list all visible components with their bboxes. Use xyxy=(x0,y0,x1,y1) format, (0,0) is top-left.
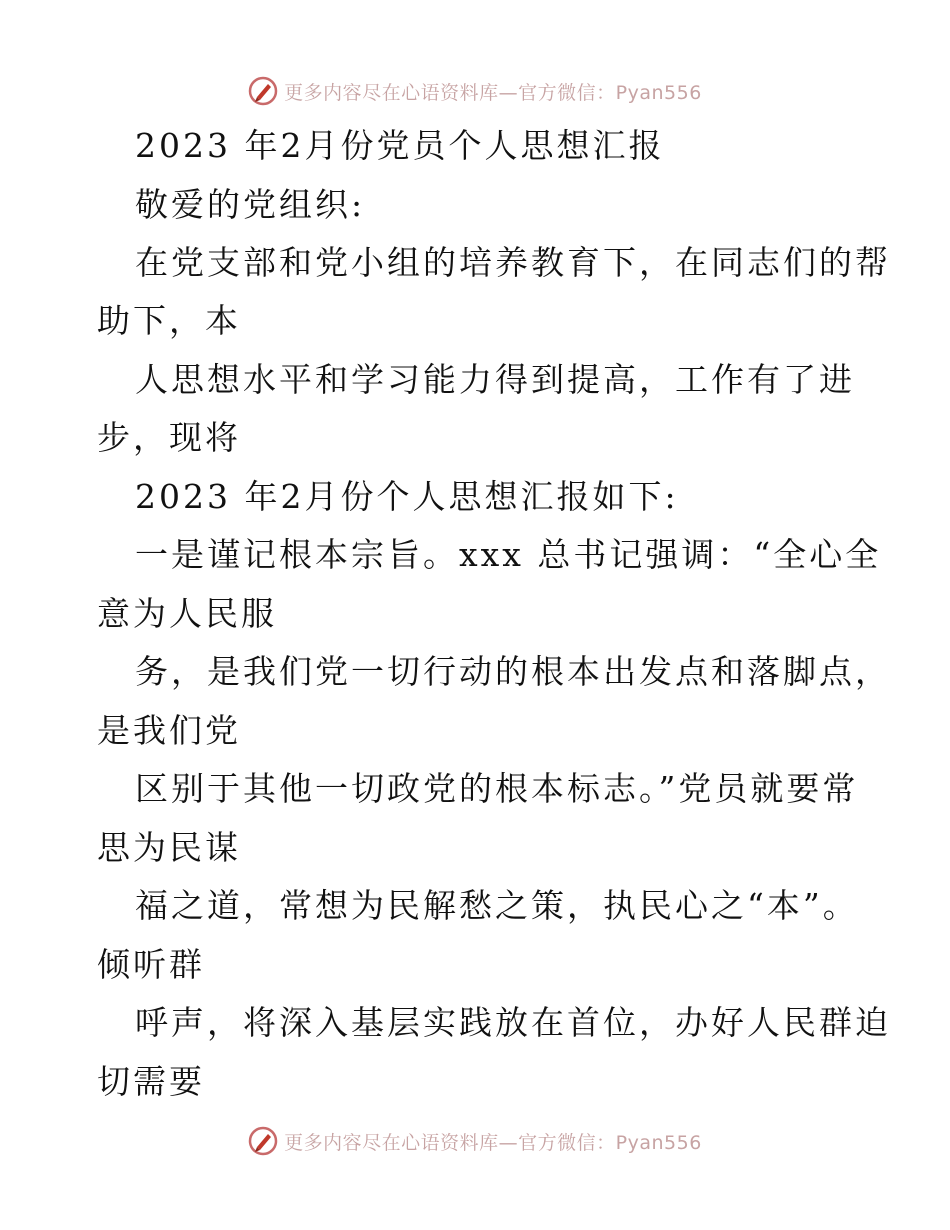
paragraph-line: 福之道，常想为民解愁之策，执民心之“本”。 xyxy=(135,886,859,925)
paragraph-line: 步，现将 xyxy=(97,418,241,457)
paragraph-line: 人思想水平和学习能力得到提高，工作有了进 xyxy=(135,360,855,399)
paragraph-line: 区别于其他一切政党的根本标志。”党员就要常 xyxy=(135,769,859,808)
paragraph-line: 助下，本 xyxy=(97,301,241,340)
watermark-text: 更多内容尽在心语资料库—官方微信：Pyan556 xyxy=(284,81,702,104)
paragraph-line: 一是谨记根本宗旨。xxx 总书记强调：“全心全 xyxy=(135,535,882,574)
paragraph-line: 务，是我们党一切行动的根本出发点和落脚点， xyxy=(135,652,891,691)
paragraph-line: 倾听群 xyxy=(97,945,205,984)
paragraph-line: 在党支部和党小组的培养教育下，在同志们的帮 xyxy=(135,243,891,282)
paragraph-line: 呼声，将深入基层实践放在首位，办好人民群迫 xyxy=(135,1003,891,1042)
paragraph-line: 是我们党 xyxy=(97,711,241,750)
paragraph-line: 意为人民服 xyxy=(97,594,277,633)
paragraph-line: 思为民谋 xyxy=(97,828,241,867)
watermark-text: 更多内容尽在心语资料库—官方微信：Pyan556 xyxy=(284,1131,702,1154)
paragraph-line: 2023 年2月份个人思想汇报如下: xyxy=(135,477,679,516)
pen-seal-logo-icon xyxy=(248,76,278,106)
salutation: 敬爱的党组织: xyxy=(135,185,366,224)
report-title: 2023 年2月份党员个人思想汇报 xyxy=(135,126,665,165)
paragraph-line: 切需要 xyxy=(97,1062,205,1101)
header-watermark xyxy=(0,71,950,111)
footer-watermark xyxy=(0,1121,950,1161)
pen-seal-logo-icon xyxy=(248,1126,278,1156)
